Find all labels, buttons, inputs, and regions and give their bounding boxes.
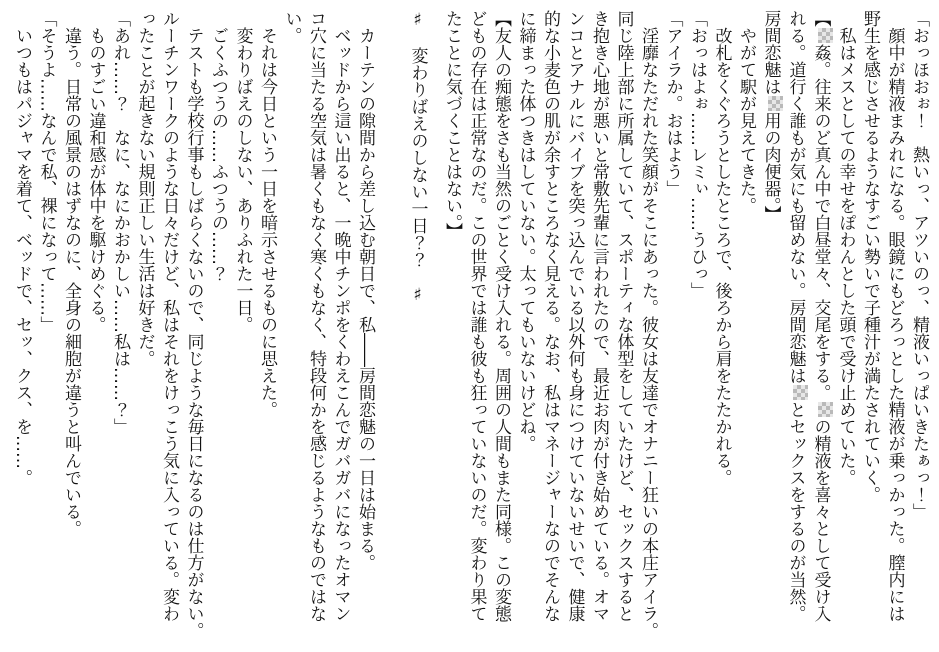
text-column: 【姦。往来のど真ん中で白昼堂々、交尾をする。の精液を喜々として受け入	[808, 10, 833, 644]
text-column: ったことが起きない規則正しい生活は好きだ。	[134, 10, 155, 367]
text-column: 房間恋魅は用の肉便器。】	[758, 10, 783, 644]
censor-mosaic-icon	[818, 402, 833, 417]
text-column: ベッドから這い出ると、一晩中チンポをくわえこんでガバガバになったオマン	[330, 10, 351, 622]
text-column: 「おっはよぉ……レミぃ……うひっ」	[687, 10, 707, 299]
text-column: それは今日という一日を暗示させるものに思えた。	[257, 10, 277, 418]
text-column: どもの存在は正常なのだ。この世界では誰も彼も狂っていないのだ。変わり果て	[466, 10, 487, 622]
text-column: れる。道行く誰もが気にも留めない。房間恋魅はとセックスをするのが当然。	[783, 10, 808, 644]
text-column: いつもはパジャマを着て、ベッドで、セッ、クス、を……。	[12, 10, 32, 486]
censor-mosaic-icon	[818, 28, 833, 43]
text-column: たことに気づくことはない。】	[442, 10, 462, 240]
censor-mosaic-icon	[768, 96, 783, 111]
text-column: ものすごい違和感が体中を駆けめぐる。	[85, 10, 106, 333]
text-column: 「あれ……？ なに、なにかおかしい……私は……？」	[110, 10, 130, 435]
text-column: 改札をくぐろうとしたところで、後ろから肩をたたかれる。	[711, 10, 732, 486]
section-header: ♯ 変わりばえのしない一日？？ ♯	[407, 10, 428, 305]
text-column: 顔中が精液まみれになる。眼鏡にもどろっとした精液が乗っかった。膣内には	[884, 10, 905, 622]
text-column: き抱き心地が悪いと常敷先輩に言われたので、最近お肉が付き始めている。オマ	[589, 10, 609, 622]
text-column: ごくふつうの……ふつうの……？	[208, 10, 228, 282]
text-column: 違う。日常の風景のはずなのに、全身の細胞が違うと叫んでいる。	[61, 10, 81, 537]
text-column: 淫靡なただれた笑顔がそこにあった。彼女は友達でオナニー狂いの本庄アイラ。	[638, 10, 658, 639]
text-column: 「アイラか。おはよう」	[662, 10, 683, 197]
text-column: カーテンの隙間から差し込む朝日で、私――房間恋魅の一日は始まる。	[355, 10, 375, 571]
text-column: 同じ陸上部に所属していて、スポーティな体型をしていたけど、セックスすると	[613, 10, 634, 622]
text-column: 「おっほおぉ！ 熱いっ、アツいのっ、精液いっぱいきたぁっ！」	[909, 10, 929, 520]
censor-mosaic-icon	[793, 385, 808, 400]
text-column: 「そうよ……なんで私、裸になって……」	[36, 10, 57, 333]
text-column: やがて駅が見えてきた。	[736, 10, 756, 214]
text-column: に締まった体つきはしていない。太ってもいないけどね。	[515, 10, 536, 452]
text-column: 野生を感じさせるようなすごい勢いで子種汁が満たされていく。	[860, 10, 880, 503]
novel-text	[10, 10, 932, 644]
text-column: 私はメスとしての幸せをぽわんとした頭で受け止めていた。	[835, 10, 856, 486]
text-column: 的な小麦色の肌が余すところなく見える。なお、私はマネージャーなのでそんな	[540, 10, 560, 622]
text-column: テストも学校行事もしばらくないので、同じような毎日になるのは仕方がない。	[183, 10, 204, 639]
text-column: い。	[281, 10, 302, 44]
text-column: 【友人の痴態をさも当然のごとく受け入れる。周囲の人間もまた同様。この変態	[491, 10, 511, 622]
text-column: ルーチンワークのような日々だけど、私はそれをけっこう気に入っている。変わ	[159, 10, 179, 622]
text-column: ンコとアナルにバイブを突っ込んでいる以外何も身につけていないせいで、健康	[564, 10, 585, 622]
text-column: 変わりばえのしない、ありふれた一日。	[232, 10, 253, 333]
text-column: コ穴に当たる空気は暑くもなく寒くもなく、特段何かを感じるようなものではな	[306, 10, 326, 622]
